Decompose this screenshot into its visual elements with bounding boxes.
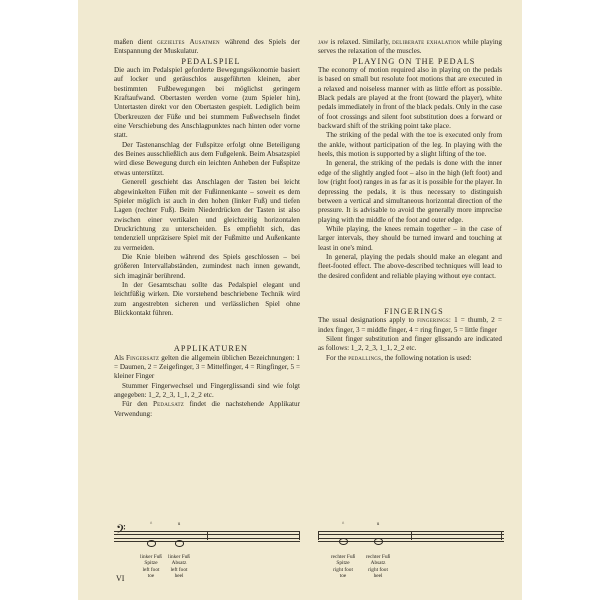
text: Für den (122, 400, 153, 409)
intro-paragraph-en (318, 38, 502, 57)
label-line: linker Fuß (168, 554, 190, 560)
paragraph-en-2: The striking of the pedal with the toe is executed only from the ankle, without participation of the leg. In playing with the heels, this motion is supported by a slight lifting of the toe. (318, 131, 502, 159)
paragraph-de-2: Der Tastenanschlag der Fußspitze erfolgt ohne Beteiligung des Beines ausschließlich aus dem Fußgelenk. Beim Absatzspiel wird diese Bewegung durch ein leichten Anheben der Fußspitze etwas unterstützt. (114, 140, 300, 177)
label-line: right foot (333, 566, 353, 573)
heading-playing-on-pedals: PLAYING ON THE PEDALS (352, 56, 476, 66)
applikatur-paragraph-1 (114, 354, 300, 382)
text: For the (326, 353, 349, 362)
german-column (114, 38, 300, 419)
whole-note (147, 540, 156, 547)
whole-note (374, 538, 383, 545)
text: findet die nachstehende Applikatur Verwendung: (114, 400, 300, 418)
pedal-label (355, 554, 401, 579)
fingerings-paragraph-3 (318, 354, 502, 363)
label-line: linker Fuß (140, 554, 162, 560)
label-line: right foot (368, 566, 388, 573)
intro-paragraph-de (114, 38, 300, 57)
applikatur-paragraph-3 (114, 400, 300, 419)
label-line: Absatz (171, 560, 187, 567)
barline (207, 531, 208, 540)
text: : 1 = thumb, 2 = index finger, 3 = middle finger, 4 = ring finger, 5 = little finger (318, 316, 502, 334)
english-column (318, 38, 502, 363)
bass-clef-icon: 𝄢 (116, 524, 126, 540)
whole-note (339, 538, 348, 545)
text: is relaxed. Similarly, (328, 38, 393, 46)
barline (318, 531, 319, 540)
paragraph-de-5: In der Gesamtschau sollte das Pedalspiel elegant und leichtfüßig wirken. Die vorstehend beschriebene Technik wird zum angestrebten sicheren und verlässlichen Spiel ohne Blickkontakt führen. (114, 280, 300, 317)
paragraph-en-4: While playing, the knees remain together – in the case of larger intervals, they should be turned inward and touching at least in one's mind. (318, 224, 502, 252)
emphasis: fingerings (417, 316, 449, 325)
label-line: Spitze (336, 560, 350, 567)
toe-sign: ^ (149, 522, 153, 527)
heel-sign: u (177, 522, 181, 527)
label-line: Spitze (144, 560, 158, 567)
emphasis: deliberate exhalation (392, 38, 461, 46)
label-line: left foot (170, 566, 188, 573)
pedal-staff-right (318, 522, 504, 553)
paragraph-de-1: Die auch im Pedalspiel geforderte Bewegungsökonomie basiert auf locker und geräuschlos ausgeführten kleinen, aber bestimmten Fußbewegungen bei möglichst geringem Kraftaufwand. Obertasten werden vorne (zum Spieler hin), Untertasten direkt vor den Obertasten gespielt. Lediglich beim Überkreuzen der Füße und bei stummem Fußwechseln findet eine Verschiebung des Anschlagpunktes nach hinten oder vorne statt. (114, 66, 300, 140)
pedal-label (156, 554, 202, 579)
label-line: toe (147, 572, 155, 579)
label-line: left foot (142, 566, 160, 573)
label-line: rechter Fuß (330, 554, 356, 560)
emphasis: jaw (318, 38, 329, 46)
paragraph-en-5: In general, playing the pedals should make an elegant and fleet-footed effect. The above-described techniques will lead to the desired confident and reliable playing without eye contact. (318, 252, 502, 280)
barline (299, 531, 300, 540)
label-line: rechter Fuß (365, 554, 391, 560)
emphasis: pedallings (348, 353, 382, 362)
paragraph-de-4: Die Knie bleiben während des Spiels geschlossen – bei größeren Intervallabständen, zumindest nach innen gewandt, sich imaginär berührend. (114, 252, 300, 280)
label-line: Absatz (370, 560, 386, 567)
emphasis: Pedalsatz (153, 400, 185, 409)
paragraph-en-1: The economy of motion required also in playing on the pedals is based on small but resolute foot motions that are executed in a relaxed and noiseless manner with as little effort as possible. Black pedals are played at the front (toward the player), white pedals immediately in front of the black pedals. Only in the case of foot crossings and silent foot substitution does a forward or backward shift of the striking point take place. (318, 66, 503, 131)
intro-emphasis: gezieltes Ausatmen (157, 38, 220, 46)
barline (411, 531, 412, 540)
intro-text-end: während des Spiels der Entspannung der Muskulatur. (114, 38, 301, 56)
toe-sign: ^ (341, 522, 345, 527)
pedal-staff-left (114, 522, 300, 553)
paragraph-en-3: In general, the striking of the pedals is done with the inner edge of the slightly angled foot – also in the high (left foot) and low (right foot) ranges in as far as it is possible for the player. In depressing the pedals, it is thus necessary to distinguish between a vertical and simultaneous horizontal direction of the pressure. It is advisable to avoid the generally more imprecise playing with the middle of the foot and outer edge. (318, 159, 502, 224)
label-line: toe (339, 572, 347, 579)
text: The usual designations apply to (318, 316, 418, 325)
paragraph-de-3: Generell geschieht das Anschlagen der Tasten bei leicht abgewinkelten Füßen mit der Fußinnenkante – soweit es dem Spieler möglich ist auch in den hohen (linker Fuß) und tiefen Lagen (rechter Fuß). Beim Niederdrücken der Tasten ist also zwischen einer vertikalen und gleichzeitig horizontalen Druckrichtung zu unterscheiden. Es empfiehlt sich, das tendenziell unpräzisere Spiel mit der Fußmitte und Außenkante zu vermeiden. (114, 178, 300, 252)
intro-text: maßen dient (114, 38, 158, 46)
heel-sign: u (376, 522, 380, 527)
label-line: heel (174, 572, 184, 579)
text: , the following notation is used: (381, 353, 472, 362)
text: gelten die allgemein üblichen Bezeichnungen: 1 = Daumen, 2 = Zeigefinger, 3 = Mittelfinger, 4 = Ringfinger, 5 = kleiner Finger (114, 353, 300, 381)
whole-note (175, 540, 184, 547)
text: Als (114, 353, 126, 362)
fingerings-paragraph-1 (318, 316, 502, 335)
label-line: heel (373, 572, 383, 579)
heading-fingerings: FINGERINGS (384, 306, 444, 316)
barline (501, 531, 502, 540)
heading-pedalspiel: PEDALSPIEL (181, 56, 241, 66)
fingerings-paragraph-2: Silent finger substitution and finger glissando are indicated as follows: 1_2, 2_3, 1_1, 2_2 etc. (318, 334, 502, 353)
page-number: VI (116, 574, 125, 583)
heading-applikaturen: APPLIKATUREN (173, 344, 249, 354)
text: while playing serves the relaxation of the muscles. (318, 38, 502, 56)
applikatur-paragraph-2: Stummer Fingerwechsel und Fingerglissandi sind wie folgt angegeben: 1_2, 2_3, 1_1, 2_2 etc. (114, 381, 300, 400)
book-page (78, 0, 522, 600)
emphasis: Fingersatz (125, 353, 160, 362)
